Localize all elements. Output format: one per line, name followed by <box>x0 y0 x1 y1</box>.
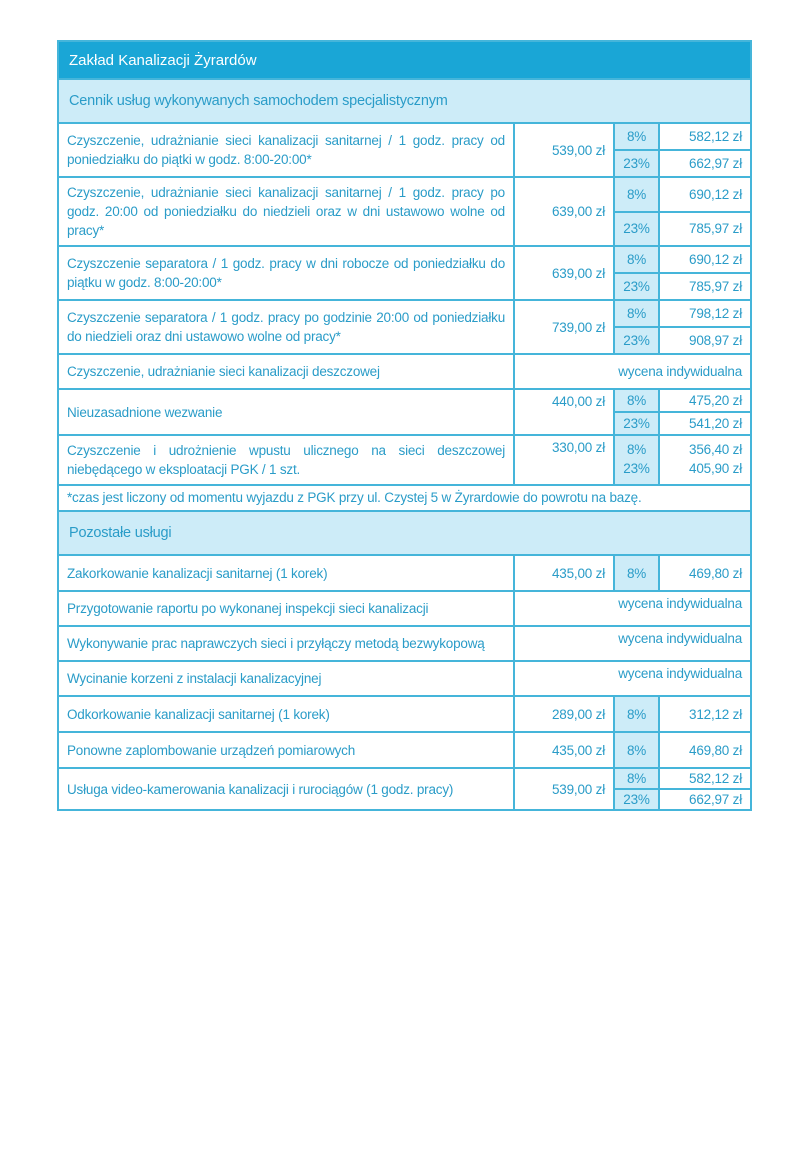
individual-pricing-label: wycena indywidualna <box>514 661 751 696</box>
gross-price: 582,12 zł <box>659 768 751 789</box>
page-title: Zakład Kanalizacji Żyrardów <box>58 41 751 79</box>
gross-price: 469,80 zł <box>659 732 751 768</box>
net-price: 539,00 zł <box>514 123 614 177</box>
vat-rate: 8% <box>614 555 659 591</box>
service-row <box>58 768 751 789</box>
gross-price: 690,12 zł <box>659 246 751 273</box>
individual-pricing-label: wycena indywidualna <box>514 626 751 661</box>
gross-price: 475,20 zł <box>659 389 751 412</box>
service-row <box>58 123 751 150</box>
gross-price: 785,97 zł <box>659 273 751 300</box>
service-description: Czyszczenie separatora / 1 godz. pracy po godzinie 20:00 od poniedziałku do niedzieli oraz dni ustawowo wolne od pracy* <box>58 300 514 354</box>
service-description: Czyszczenie, udrażnianie sieci kanalizacji deszczowej <box>58 354 514 389</box>
service-description: Zakorkowanie kanalizacji sanitarnej (1 korek) <box>58 555 514 591</box>
service-description: Przygotowanie raportu po wykonanej inspekcji sieci kanalizacji <box>58 591 514 626</box>
gross-price-group <box>659 435 751 485</box>
vat-rate: 23% <box>614 150 659 177</box>
service-description: Odkorkowanie kanalizacji sanitarnej (1 korek) <box>58 696 514 732</box>
net-price: 289,00 zł <box>514 696 614 732</box>
footnote: *czas jest liczony od momentu wyjazdu z PGK przy ul. Czystej 5 w Żyrardowie do powrotu na bazę. <box>58 485 751 511</box>
service-row <box>58 246 751 273</box>
service-row <box>58 435 751 485</box>
gross-price: 541,20 zł <box>659 412 751 435</box>
net-price: 440,00 zł <box>514 389 614 435</box>
section-heading-row <box>58 79 751 123</box>
service-description: Czyszczenie i udrożnienie wpustu ulicznego na sieci deszczowej niebędącego w eksploatacji PGK / 1 szt. <box>58 435 514 485</box>
service-row <box>58 732 751 768</box>
gross-price: 785,97 zł <box>659 212 751 247</box>
service-row <box>58 555 751 591</box>
gross-price: 312,12 zł <box>659 696 751 732</box>
service-description: Wykonywanie prac naprawczych sieci i przyłączy metodą bezwykopową <box>58 626 514 661</box>
net-price: 639,00 zł <box>514 177 614 246</box>
service-row <box>58 696 751 732</box>
vat-rate: 8% <box>614 696 659 732</box>
service-description: Czyszczenie, udrażnianie sieci kanalizacji sanitarnej / 1 godz. pracy po godz. 20:00 od poniedziałku do niedzieli oraz w dni ustawowo wolne od pracy* <box>58 177 514 246</box>
gross-price: 690,12 zł <box>659 177 751 212</box>
service-row <box>58 389 751 412</box>
service-row <box>58 626 751 661</box>
vat-rate: 23% <box>614 212 659 247</box>
vat-rate: 23% <box>623 461 650 476</box>
section-heading: Pozostałe usługi <box>58 511 751 555</box>
service-description: Ponowne zaplombowanie urządzeń pomiarowych <box>58 732 514 768</box>
vat-rate: 8% <box>626 442 647 457</box>
vat-rate: 8% <box>614 123 659 150</box>
vat-rate: 8% <box>614 389 659 412</box>
vat-rate: 23% <box>614 273 659 300</box>
service-description: Nieuzasadnione wezwanie <box>58 389 514 435</box>
gross-price: 356,40 zł <box>689 442 743 457</box>
service-row <box>58 177 751 212</box>
vat-rate: 8% <box>614 246 659 273</box>
service-description: Czyszczenie separatora / 1 godz. pracy w dni robocze od poniedziałku do piątku w godz. 8:00-20:00* <box>58 246 514 300</box>
vat-rate: 23% <box>614 327 659 354</box>
net-price: 435,00 zł <box>514 732 614 768</box>
title-row <box>58 41 751 79</box>
price-list-table <box>57 40 752 811</box>
net-price: 639,00 zł <box>514 246 614 300</box>
vat-rate: 8% <box>614 732 659 768</box>
service-row <box>58 300 751 327</box>
vat-rate: 23% <box>614 412 659 435</box>
vat-rate-group <box>614 435 659 485</box>
gross-price: 662,97 zł <box>659 150 751 177</box>
document-page <box>57 40 750 811</box>
footnote-row <box>58 485 751 511</box>
vat-rate: 8% <box>614 300 659 327</box>
vat-rate: 23% <box>614 789 659 810</box>
gross-price: 469,80 zł <box>659 555 751 591</box>
service-row <box>58 591 751 626</box>
service-row <box>58 354 751 389</box>
individual-pricing-label: wycena indywidualna <box>514 354 751 389</box>
gross-price: 405,90 zł <box>689 461 743 476</box>
service-description: Usługa video-kamerowania kanalizacji i rurociągów (1 godz. pracy) <box>58 768 514 810</box>
section-heading: Cennik usług wykonywanych samochodem specjalistycznym <box>58 79 751 123</box>
service-description: Czyszczenie, udrażnianie sieci kanalizacji sanitarnej / 1 godz. pracy od poniedziałku do piątki w godz. 8:00-20:00* <box>58 123 514 177</box>
service-description: Wycinanie korzeni z instalacji kanalizacyjnej <box>58 661 514 696</box>
net-price: 739,00 zł <box>514 300 614 354</box>
section-heading-row <box>58 511 751 555</box>
net-price: 539,00 zł <box>514 768 614 810</box>
gross-price: 582,12 zł <box>659 123 751 150</box>
net-price: 330,00 zł <box>514 435 614 485</box>
gross-price: 908,97 zł <box>659 327 751 354</box>
price-list-body <box>58 41 751 810</box>
net-price: 435,00 zł <box>514 555 614 591</box>
gross-price: 798,12 zł <box>659 300 751 327</box>
individual-pricing-label: wycena indywidualna <box>514 591 751 626</box>
gross-price: 662,97 zł <box>659 789 751 810</box>
vat-rate: 8% <box>614 177 659 212</box>
vat-rate: 8% <box>614 768 659 789</box>
service-row <box>58 661 751 696</box>
